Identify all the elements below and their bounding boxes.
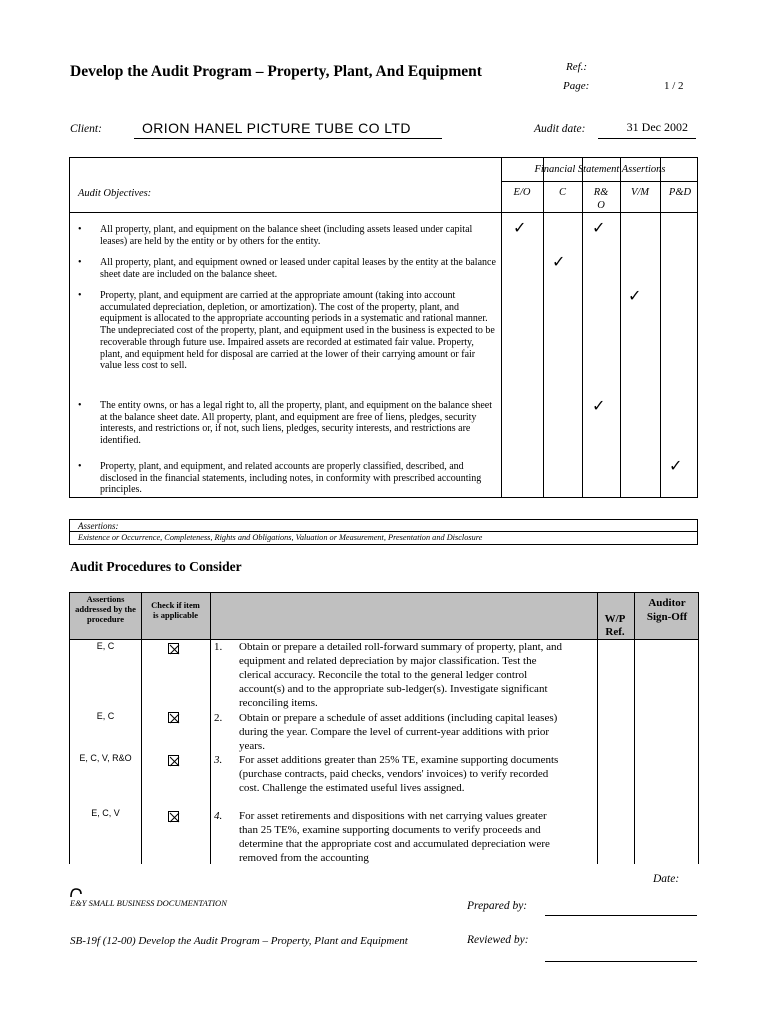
divider <box>70 531 697 532</box>
step-number: 4. <box>214 810 223 822</box>
objective-item <box>78 224 496 247</box>
applicable-checkbox[interactable] <box>168 811 179 822</box>
table-divider <box>597 593 598 864</box>
objective-text: All property, plant, and equipment on the balance sheet (including assets leased under capital leases) are held by the entity or by others for the entity. <box>100 224 473 247</box>
table-divider <box>141 593 142 864</box>
fsa-heading: Financial Statement Assertions <box>534 164 666 175</box>
bullet-icon: • <box>78 461 82 472</box>
procedures-table <box>69 592 699 864</box>
step-number: 3. <box>214 754 223 766</box>
client-name-field[interactable]: ORION HANEL PICTURE TUBE CO LTD <box>134 120 442 139</box>
table-divider <box>543 158 544 497</box>
procedure-step <box>214 711 564 753</box>
table-divider <box>620 158 621 497</box>
cross-icon <box>169 644 180 655</box>
reviewed-by-label: Reviewed by: <box>467 934 529 946</box>
table-divider <box>210 593 211 864</box>
objective-text: Property, plant, and equipment, and related accounts are properly classified, described, and disclosed in the financial statements, including notes, in conformity with prescribed accounting principles. <box>100 461 482 496</box>
step-text: For asset additions greater than 25% TE, examine supporting documents (purchase contracts, paid checks, vendors' invoices) to verify recorded cost. Challenge the estimated useful lives assigned. <box>239 754 559 794</box>
check-icon: ✓ <box>513 218 527 237</box>
audit-date-field[interactable]: 31 Dec 2002 <box>598 120 696 139</box>
page-title: Develop the Audit Program – Property, Plant, And Equipment <box>70 63 482 80</box>
applicable-checkbox[interactable] <box>168 712 179 723</box>
column-header-eo: E/O <box>513 187 531 198</box>
row-assertions: E, C, V, R&O <box>79 753 132 763</box>
step-text: Obtain or prepare a detailed roll-forward summary of property, plant, and equipment and related depreciation by major classification. Test the clerical accuracy. Reconcile the total to the general ledger control account(s) and to the appropriate sub-ledger(s). Investigate significant reconciling items. <box>239 641 563 709</box>
footer-brand: E&Y SMALL BUSINESS DOCUMENTATION <box>70 898 227 908</box>
procedures-heading: Audit Procedures to Consider <box>70 559 242 574</box>
audit-date-label: Audit date: <box>534 123 586 135</box>
column-header-wp-ref: W/P Ref. <box>604 613 626 638</box>
procedure-step <box>214 809 564 865</box>
table-divider <box>660 158 661 497</box>
row-assertions: E, C, V <box>91 808 120 818</box>
audit-objectives-table <box>69 157 698 498</box>
page-number: 1 / 2 <box>664 80 684 92</box>
objective-item <box>78 290 496 372</box>
ey-logo-icon <box>70 888 82 898</box>
prepared-by-label: Prepared by: <box>467 900 528 912</box>
reviewed-by-field[interactable] <box>545 961 697 962</box>
assertions-box <box>69 519 698 545</box>
procedures-table-header <box>70 593 698 640</box>
prepared-by-field[interactable] <box>545 915 697 916</box>
ref-label: Ref.: <box>566 61 588 73</box>
bullet-icon: • <box>78 290 82 301</box>
check-icon: ✓ <box>592 218 606 237</box>
applicable-checkbox[interactable] <box>168 643 179 654</box>
audit-objectives-label: Audit Objectives: <box>78 188 152 199</box>
objective-text: All property, plant, and equipment owned or leased under capital leases by the entity at the balance sheet date are included on the balance sheet. <box>100 257 496 280</box>
check-icon: ✓ <box>669 456 683 475</box>
column-header-assertions: Assertions addressed by the procedure <box>75 594 136 624</box>
objective-text: The entity owns, or has a legal right to, all the property, plant, and equipment on the balance sheet at the balance sheet date. All property, plant, and equipment are free of liens, pledges, security interests, and restrictions or, if not, such liens, pledges, security interests, and restrictions are identified. <box>100 400 493 447</box>
applicable-checkbox[interactable] <box>168 755 179 766</box>
column-header-pd: P&D <box>668 187 692 198</box>
table-divider <box>501 158 502 497</box>
column-header-ro: R& O <box>593 187 609 211</box>
column-header-c: C <box>558 187 566 198</box>
column-header-auditor: Auditor Sign-Off <box>646 597 688 623</box>
cross-icon <box>169 713 180 724</box>
objective-item <box>78 400 496 447</box>
cross-icon <box>169 756 180 767</box>
client-label: Client: <box>70 123 102 135</box>
procedure-step <box>214 753 564 795</box>
row-assertions: E, C <box>96 641 115 651</box>
step-text: Obtain or prepare a schedule of asset additions (including capital leases) during the year. Compare the level of current-year additions with prior years. <box>239 712 558 752</box>
table-divider <box>634 593 635 864</box>
assertions-label: Assertions: <box>78 521 119 531</box>
check-icon: ✓ <box>628 286 642 305</box>
cross-icon <box>169 812 180 823</box>
column-header-vm: V/M <box>630 187 650 198</box>
table-divider <box>501 181 697 182</box>
objective-text: Property, plant, and equipment are carried at the appropriate amount (taking into account accumulated depreciation, depletion, or amortization). The cost of the property, plant, and equipment is allocated to the appropriate accounting periods in a systematic and rational manner. The undepreciated cost of the property, plant, and equipment used in the business is expected to be recoverable through future use. Impaired assets are recorded at estimated fair value. Property, plant, and equipment held for disposal are carried at the lower of their carrying amount or fair value less cost to sell. <box>100 290 495 372</box>
check-icon: ✓ <box>552 252 566 271</box>
bullet-icon: • <box>78 224 82 235</box>
bullet-icon: • <box>78 257 82 268</box>
table-divider <box>70 212 697 213</box>
step-number: 2. <box>214 712 223 724</box>
date-label: Date: <box>653 873 680 885</box>
column-header-check: Check if item is applicable <box>151 600 200 620</box>
assertions-text: Existence or Occurrence, Completeness, Rights and Obligations, Valuation or Measurement, Presentation and Disclosure <box>78 533 483 542</box>
row-assertions: E, C <box>96 711 115 721</box>
bullet-icon: • <box>78 400 82 411</box>
step-number: 1. <box>214 641 223 653</box>
form-identifier: SB-19f (12-00) Develop the Audit Program – Property, Plant and Equipment <box>70 935 408 947</box>
objective-item <box>78 461 496 496</box>
procedure-step <box>214 640 564 710</box>
page-label: Page: <box>563 80 590 92</box>
step-text: For asset retirements and dispositions with net carrying values greater than 25 TE%, examine supporting documents to verify proceeds and determine that the appropriate cost and accumulated depreciation were removed from the accounting <box>239 810 550 864</box>
objective-item <box>78 257 496 280</box>
check-icon: ✓ <box>592 396 606 415</box>
